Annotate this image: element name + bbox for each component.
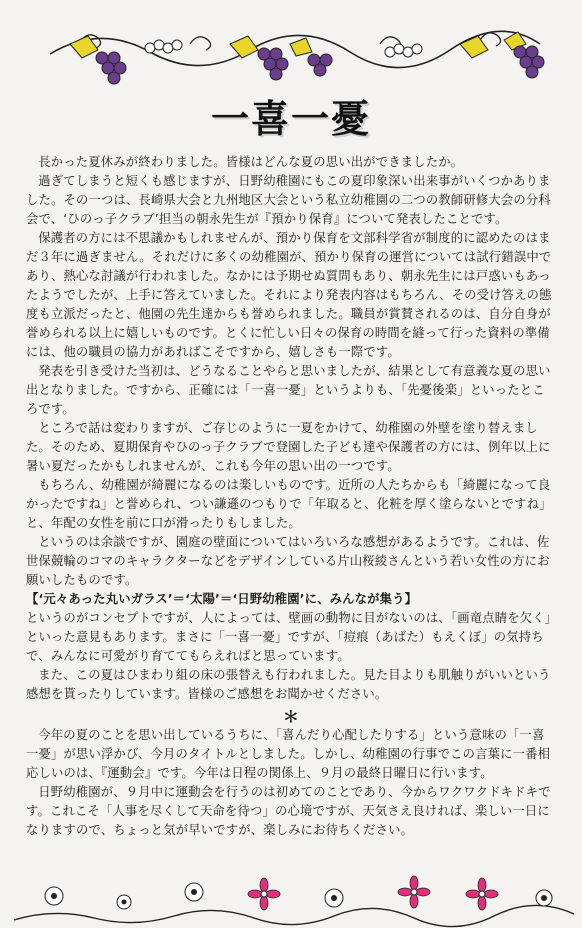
paragraph: 今年の夏のことを思い出しているうちに、「喜んだり心配したりする」という意味の「一喜一憂」が思い浮かび、今月のタイトルとしました。しかし、幼稚園の行事でこの言葉に一番相応しいのは、『運動会』です。今年は日程の関係上、９月の最終日曜日に行います。 bbox=[26, 728, 551, 780]
article-body bbox=[26, 153, 556, 840]
paragraph: ところで話は変わりますが、ご存じのように一夏をかけて、幼稚園の外壁を塗り替えました。そのため、夏期保育やひのっ子クラブで登園した子ども達や保護者の方には、例年以上に暑い夏だったかもしれませんが、これも今年の思い出の一つです。 bbox=[26, 421, 551, 473]
paragraph: 保護者の方には不思議かもしれませんが、預かり保育を文部科学省が制度的に認めたのはまだ３年に過ぎません。それだけに多くの幼稚園が、預かり保育の運営については試行錯誤中であり、熱心な討議が行われました。なかには予期せぬ質問もあり、朝永先生には戸惑いもあったようでしたが、上手に答えていました。それにより発表内容はもちろん、その受け答えの態度も立派だったと、他園の先生達からも誉められました。職員が賞賛されるのは、自分自身が誉められる以上に嬉しいものです。とくに忙しい日々の保育の時間を縫って行った資料の準備には、他の職員の協力があればこそですから、嬉しさも一際です。 bbox=[26, 231, 552, 359]
pink-flower-icon bbox=[248, 878, 280, 910]
page-title: 一喜一憂 bbox=[210, 96, 371, 141]
paragraph: 発表を引き受けた当初は、どうなることやらと思いましたが、結果として有意義な夏の思い出となりました。ですから、正確には「一喜一憂」というよりも、「先憂後楽」といったところです。 bbox=[26, 364, 551, 416]
paragraph: 長かった夏休みが終わりました。皆様はどんな夏の思い出ができましたか。 bbox=[38, 155, 464, 169]
paragraph: 過ぎてしまうと短くも感じますが、日野幼稚園にもこの夏印象深い出来事がいくつかありました。その一つは、長崎県大会と九州地区大会という私立幼稚園の二つの教師研修大会の分科会で、‘ひのっ子クラブ’担当の朝永先生が『預かり保育』について発表したことです。 bbox=[26, 174, 551, 226]
flower-icon bbox=[145, 40, 182, 53]
grape-vine-border bbox=[40, 14, 550, 86]
section-separator: ＊ bbox=[282, 707, 300, 726]
flower-icon bbox=[325, 889, 343, 907]
concept-slogan: 【‘元々あった丸いガラス’＝‘太陽’＝‘日野幼稚園’に、みんなが集う】 bbox=[26, 592, 418, 606]
paragraph: というのは余談ですが、園庭の壁面についてはいろいろな感想があるようです。これは、佐世保競輪のコマのキャラクターなどをデザインしている片山桜綾さんという若い女性の方にお願いしたものです。 bbox=[26, 535, 550, 587]
paragraph: 日野幼稚園が、９月中に運動会を行うのは初めてのことであり、今からワクワクドキドキです。これこそ「人事を尽くして天命を待つ」の心境ですが、天気さえ良ければ、楽しい一日になりますので、ちょっと気が早いですが、楽しみにお待ちください。 bbox=[26, 785, 551, 837]
paragraph: もちろん、幼稚園が綺麗になるのは楽しいものです。近所の人たちからも「綺麗になって良かったですね」と誉められ、つい謙遜のつもりで「年取ると、化粧を厚く塗らないとですね」と、年配の女性を前に口が滑ったりもしました。 bbox=[26, 478, 552, 530]
pink-flower-icon bbox=[398, 876, 430, 908]
pink-flower-icon bbox=[466, 878, 498, 910]
flower-icon bbox=[536, 890, 552, 906]
flower-icon bbox=[45, 887, 63, 905]
paragraph: というのがコンセプトですが、人によっては、壁画の動物に目がないのは、「画竜点睛を欠く」といった意見もあります。まさに「一喜一憂」ですが、「痘痕（あばた）もえくぼ」の気持ちで、みんなに可愛がり育ててもらえればと思っています。 bbox=[26, 611, 552, 663]
paragraph: また、この夏はひまわり組の床の張替えも行われました。見た目よりも肌触りがいいという感想を貰ったりしています。皆様のご感想をお聞かせください。 bbox=[26, 668, 551, 701]
grape-cluster-icon bbox=[230, 36, 332, 80]
grape-cluster-icon bbox=[70, 36, 126, 84]
flower-icon bbox=[185, 883, 203, 901]
flower-border bbox=[14, 868, 574, 928]
flower-icon bbox=[385, 44, 422, 57]
flower-icon bbox=[117, 895, 131, 909]
